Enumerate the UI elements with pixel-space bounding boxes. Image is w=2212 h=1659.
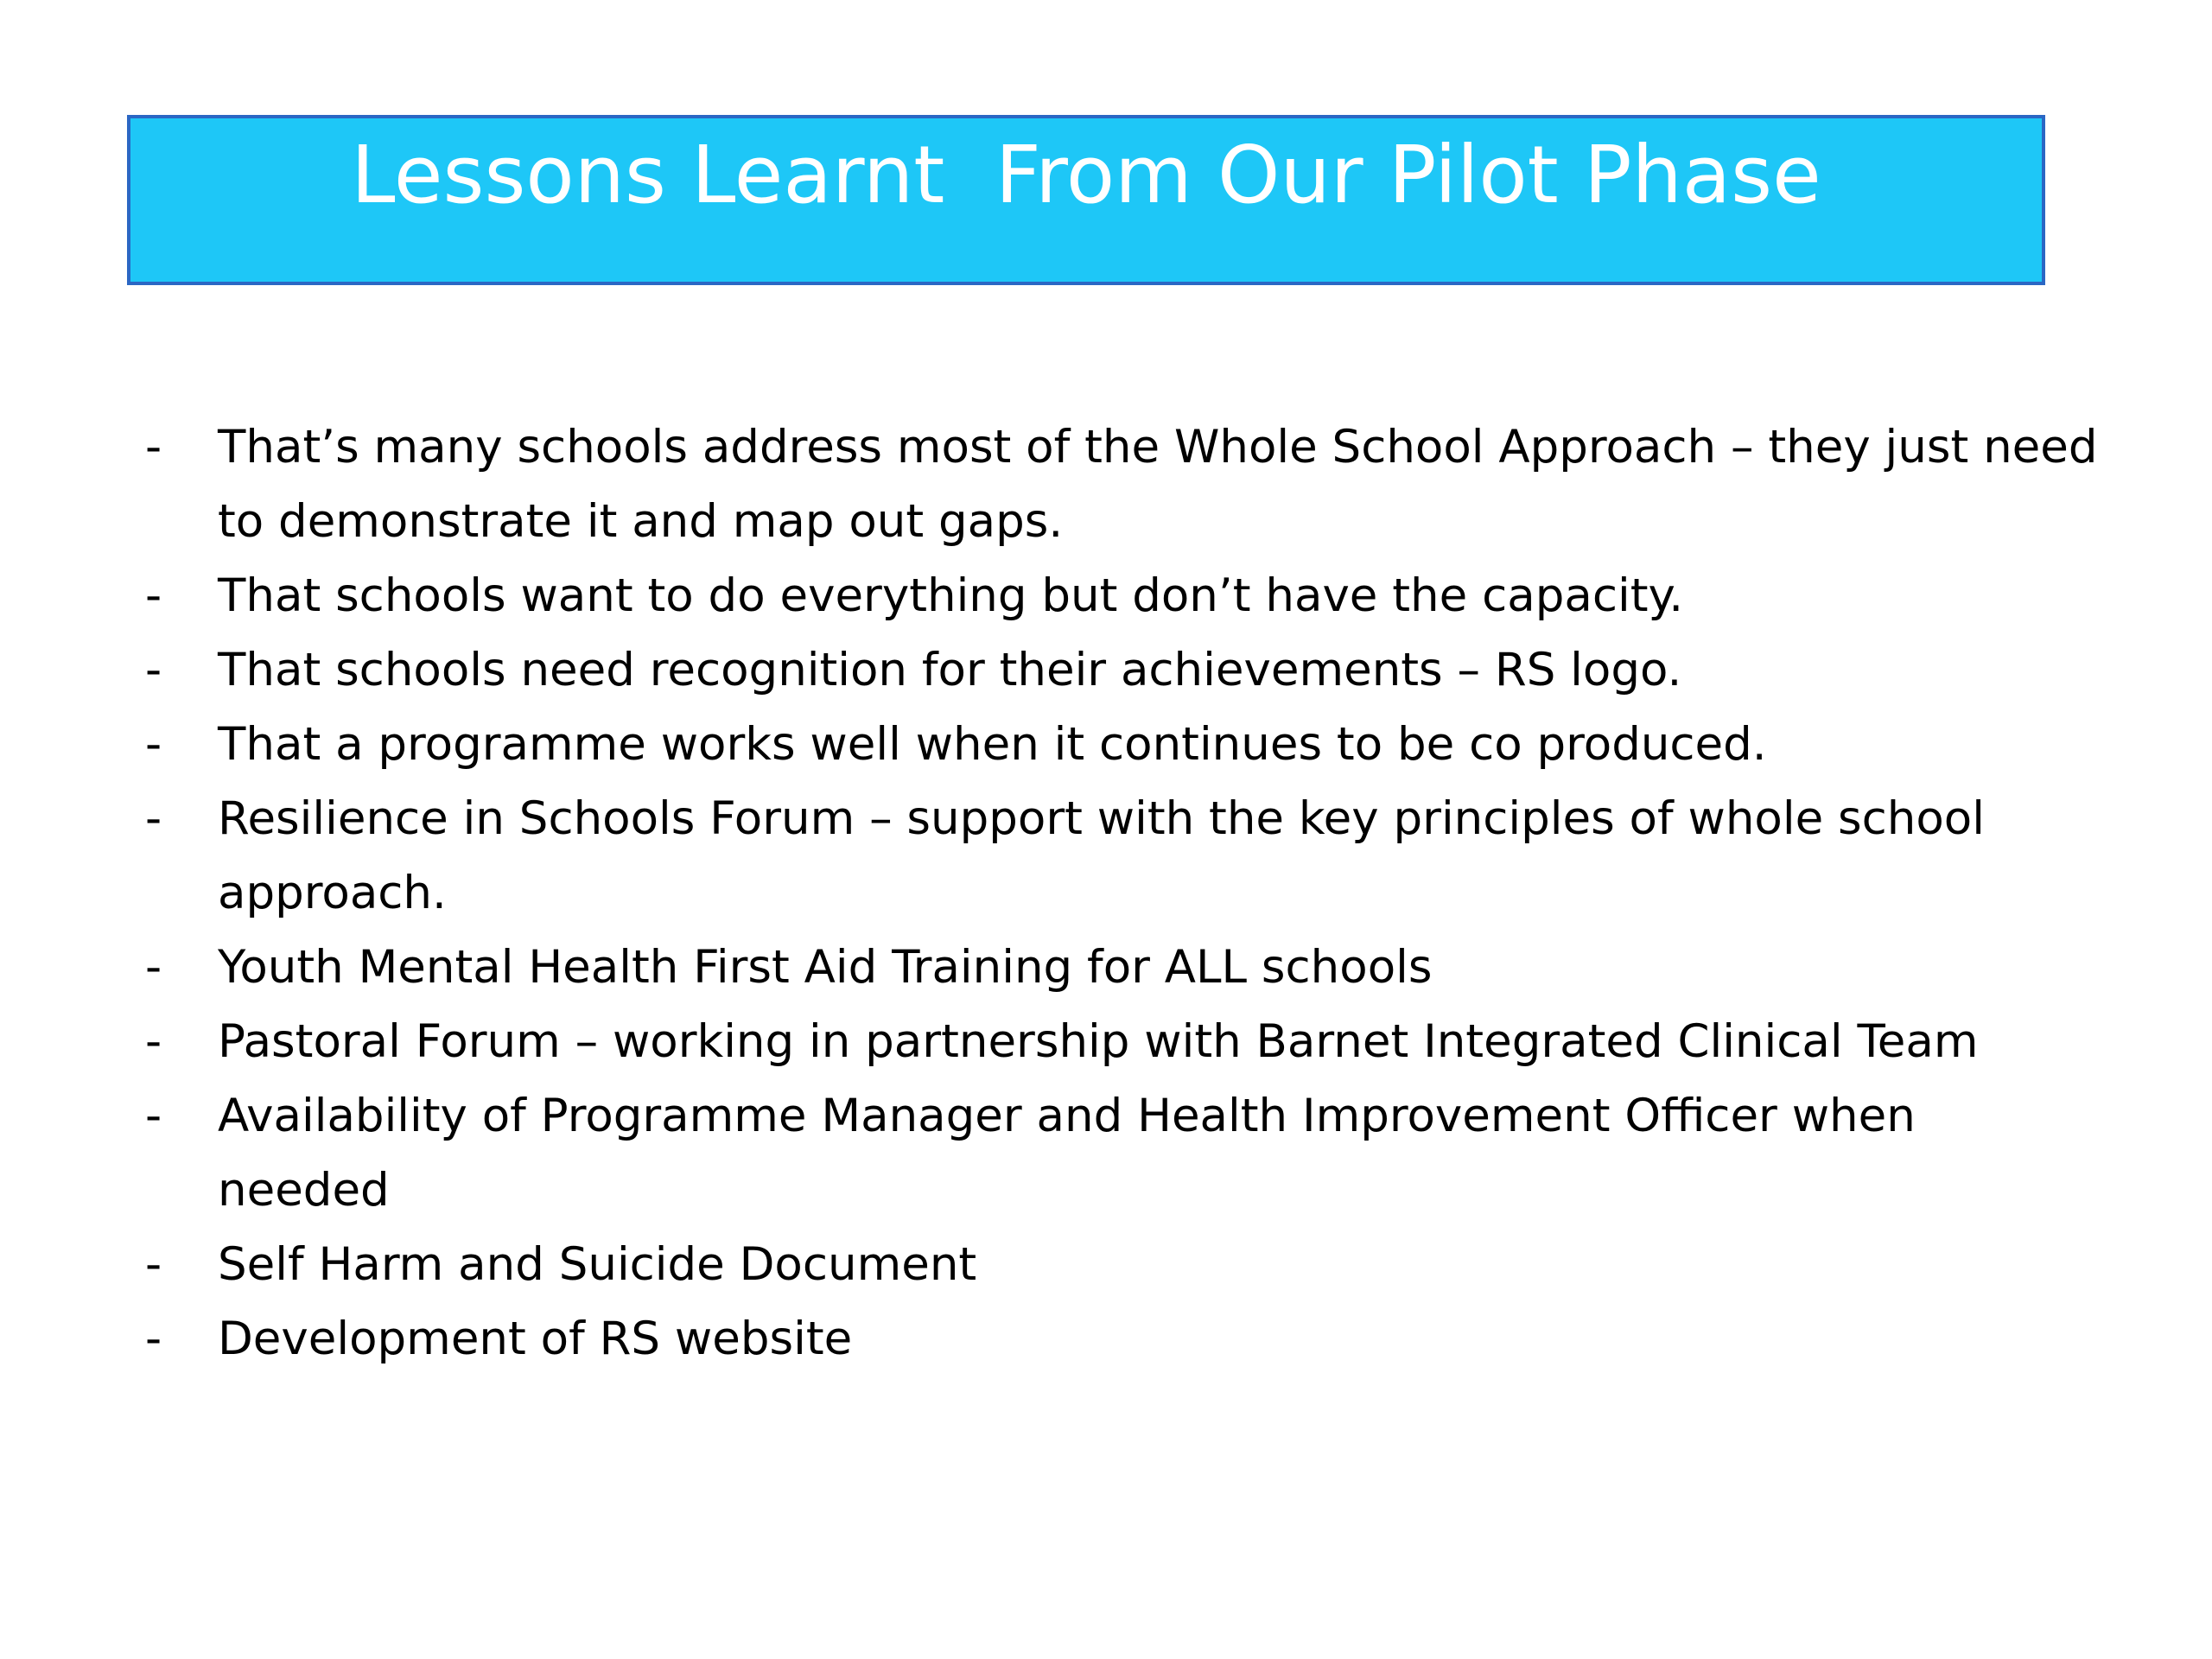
slide-title: Lessons Learnt From Our Pilot Phase [351,129,1821,221]
bullet-text-4: That a programme works well when it continues to be co produced. [218,718,1767,771]
bullet-item-1 [145,410,2098,559]
bullet-text-2: That schools want to do everything but don’t have the capacity. [218,569,1684,622]
bullet-item-5 [145,782,2098,931]
bullet-dash: - [145,1090,162,1142]
bullet-item-6 [145,931,2098,1005]
bullet-item-7 [145,1005,2098,1079]
bullet-dash: - [145,421,162,474]
bullet-list [145,410,2098,1376]
bullet-item-10 [145,1302,2098,1376]
bullet-item-8 [145,1079,2098,1228]
bullet-item-4 [145,708,2098,782]
bullet-dash: - [145,1238,162,1291]
bullet-item-2 [145,559,2098,633]
title-banner [127,115,2045,285]
bullet-text-9: Self Harm and Suicide Document [218,1238,977,1291]
bullet-text-3: That schools need recognition for their achievements – RS logo. [218,644,1682,696]
bullet-dash: - [145,644,162,696]
bullet-text-6: Youth Mental Health First Aid Training for ALL schools [218,941,1433,994]
bullet-item-9 [145,1228,2098,1302]
bullet-text-5: Resilience in Schools Forum – support with the key principles of whole school approach. [218,792,1985,919]
bullet-item-3 [145,633,2098,708]
bullet-dash: - [145,1015,162,1068]
bullet-text-7: Pastoral Forum – working in partnership with Barnet Integrated Clinical Team [218,1015,1979,1068]
bullet-dash: - [145,941,162,994]
bullet-dash: - [145,792,162,845]
bullet-dash: - [145,569,162,622]
bullet-dash: - [145,1313,162,1365]
bullet-text-10: Development of RS website [218,1313,853,1365]
bullet-text-1: That’s many schools address most of the Whole School Approach – they just need to demonstrate it and map out gaps. [218,421,2098,548]
bullet-dash: - [145,718,162,771]
bullet-text-8: Availability of Programme Manager and Health Improvement Officer when needed [218,1090,1916,1217]
